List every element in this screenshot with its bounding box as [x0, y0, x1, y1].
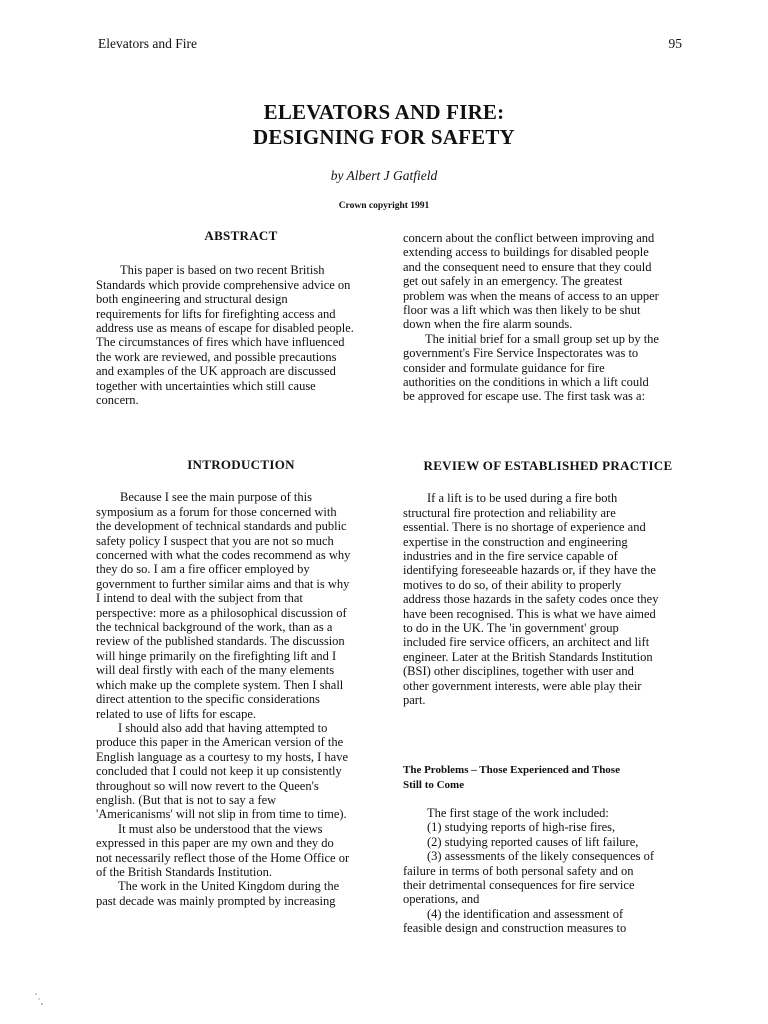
review-line: essential. There is no shortage of experience and	[403, 520, 646, 535]
intro-line: the technical background of the work, than as a	[96, 620, 333, 635]
problems-line: operations, and	[403, 892, 480, 907]
problems-line: their detrimental consequences for fire service	[403, 878, 635, 893]
title-line-2: DESIGNING FOR SAFETY	[253, 125, 515, 149]
paper-title	[0, 100, 768, 150]
intro-line: of the British Standards Institution.	[96, 864, 273, 879]
abstract-line: the work are reviewed, and possible precautions	[96, 349, 337, 364]
abstract-line: both engineering and structural design	[96, 292, 288, 307]
review-line: have been recognised. This is what we have aimed	[403, 606, 656, 621]
intro-line: expressed in this paper are my own and they do	[96, 836, 334, 851]
review-line: other government interests, were able play their	[403, 678, 642, 693]
continuation-line: concern about the conflict between improving and	[403, 231, 655, 245]
intro-line: direct attention to the specific considerations	[96, 692, 320, 707]
intro-line: english. (But that is not to say a few	[96, 792, 277, 807]
problems-line: The first stage of the work included:	[427, 806, 609, 820]
intro-line: past decade was mainly prompted by increasing	[96, 893, 336, 908]
abstract-section	[96, 229, 386, 407]
intro-line: review of the published standards. The discussion	[96, 634, 345, 649]
right-column-continuation	[403, 231, 693, 404]
abstract-line: The circumstances of fires which have influenced	[96, 335, 345, 350]
problems-line: (2) studying reported causes of lift failure,	[427, 834, 639, 849]
intro-line: concerned with what the codes recommend as why	[96, 548, 351, 563]
review-line: If a lift is to be used during a fire both	[427, 491, 618, 506]
scan-specks	[30, 990, 50, 1010]
intro-line: government to further similar aims and that is why	[96, 576, 350, 591]
intro-line: they do so. I am a fire officer employed by	[96, 562, 310, 577]
author-byline: by Albert J Gatfield	[330, 168, 438, 183]
intro-line: throughout so will now revert to the Queen's	[96, 778, 319, 793]
intro-line: English language as a courtesy to my hosts, I have	[96, 749, 349, 764]
intro-line: Because I see the main purpose of this	[120, 490, 312, 505]
running-header	[98, 36, 682, 52]
continuation-line: problem was when the means of access to an upper	[403, 288, 659, 303]
continuation-line: and the consequent need to ensure that they could	[403, 259, 652, 274]
continuation-line: be approved for escape use. The first task was a:	[403, 389, 646, 404]
continuation-line: consider and formulate guidance for fire	[403, 360, 605, 375]
review-line: structural fire protection and reliability are	[403, 505, 616, 520]
introduction-heading: INTRODUCTION	[187, 457, 295, 472]
intro-line: not necessarily reflect those of the Home Office or	[96, 850, 350, 865]
abstract-line: together with uncertainties which still cause	[96, 378, 316, 393]
abstract-body	[96, 263, 386, 407]
review-heading: REVIEW OF ESTABLISHED PRACTICE	[423, 458, 673, 473]
page-number: 95	[668, 36, 682, 51]
intro-line: symposium as a forum for those concerned with	[96, 504, 337, 519]
review-section	[403, 459, 693, 708]
abstract-line: requirements for lifts for firefighting access and	[96, 306, 336, 321]
abstract-line: address use as means of escape for disabled people.	[96, 321, 354, 336]
intro-line: will deal firstly with each of the many elements	[96, 663, 335, 678]
review-line: engineer. Later at the British Standards Institution	[403, 649, 653, 664]
title-line-1: ELEVATORS AND FIRE:	[263, 100, 505, 124]
problems-line: (1) studying reports of high-rise fires,	[427, 820, 616, 835]
review-line: address those hazards in the safety codes once they	[403, 592, 659, 607]
introduction-body	[96, 490, 386, 908]
problems-body	[403, 806, 693, 936]
review-line: to do in the UK. The 'in government' group	[403, 621, 619, 636]
intro-line: the development of technical standards and public	[96, 519, 347, 534]
abstract-line: This paper is based on two recent British	[120, 263, 325, 278]
continuation-line: floor was a lift which was then likely to be shut	[403, 303, 641, 318]
continuation-line: authorities on the conditions in which a lift could	[403, 375, 649, 390]
problems-heading	[403, 763, 693, 792]
intro-line: 'Americanisms' will not slip in from time to time).	[96, 807, 347, 822]
intro-line: concluded that I could not keep it up consistently	[96, 764, 342, 779]
intro-line: It must also be understood that the views	[118, 821, 323, 836]
review-line: identifying foreseeable hazards or, if they have the	[403, 563, 656, 578]
abstract-line: Standards which provide comprehensive advice on	[96, 277, 351, 292]
abstract-heading: ABSTRACT	[204, 228, 278, 243]
continuation-line: government's Fire Service Inspectorates was to	[403, 346, 639, 361]
copyright-notice: Crown copyright 1991	[338, 201, 430, 211]
review-line: motives to do so, of their ability to properly	[403, 577, 622, 592]
problems-section	[403, 763, 693, 936]
continuation-line: get out safely in an emergency. The greatest	[403, 274, 623, 289]
abstract-line: concern.	[96, 393, 139, 408]
review-line: industries and in the fire service capable of	[403, 549, 618, 564]
continuation-line: down when the fire alarm sounds.	[403, 317, 573, 332]
introduction-section	[96, 458, 386, 908]
review-line: part.	[403, 693, 426, 708]
intro-line: perspective: more as a philosophical discussion of	[96, 605, 347, 620]
problems-line: failure in terms of both personal safety and on	[403, 863, 634, 878]
review-body	[403, 491, 693, 707]
running-title: Elevators and Fire	[98, 36, 197, 51]
intro-line: safety policy I suspect that you are not so much	[96, 533, 334, 548]
problems-line: feasible design and construction measures to	[403, 921, 627, 936]
review-line: (BSI) other disciplines, together with user and	[403, 664, 634, 679]
intro-line: produce this paper in the American version of the	[96, 735, 344, 750]
problems-line: (3) assessments of the likely consequences of	[427, 849, 655, 864]
intro-line: which make up the complete system. Then I shall	[96, 677, 344, 692]
intro-line: I should also add that having attempted to	[118, 720, 328, 735]
continuation-line: extending access to buildings for disabled people	[403, 245, 649, 260]
intro-line: I intend to deal with the subject from that	[96, 591, 303, 606]
intro-line: related to use of lifts for escape.	[96, 706, 257, 721]
abstract-line: and examples of the UK approach are discussed	[96, 364, 336, 379]
problems-heading-line-2: Still to Come	[403, 778, 465, 791]
review-line: included fire service officers, an architect and lift	[403, 635, 650, 650]
problems-heading-line-1: The Problems – Those Experienced and Those	[403, 764, 620, 776]
review-line: expertise in the construction and engineering	[403, 534, 628, 549]
intro-line: will hinge primarily on the firefighting lift and I	[96, 648, 337, 663]
continuation-line: The initial brief for a small group set up by the	[425, 331, 659, 346]
problems-line: (4) the identification and assessment of	[427, 906, 624, 921]
intro-line: The work in the United Kingdom during the	[118, 879, 340, 894]
